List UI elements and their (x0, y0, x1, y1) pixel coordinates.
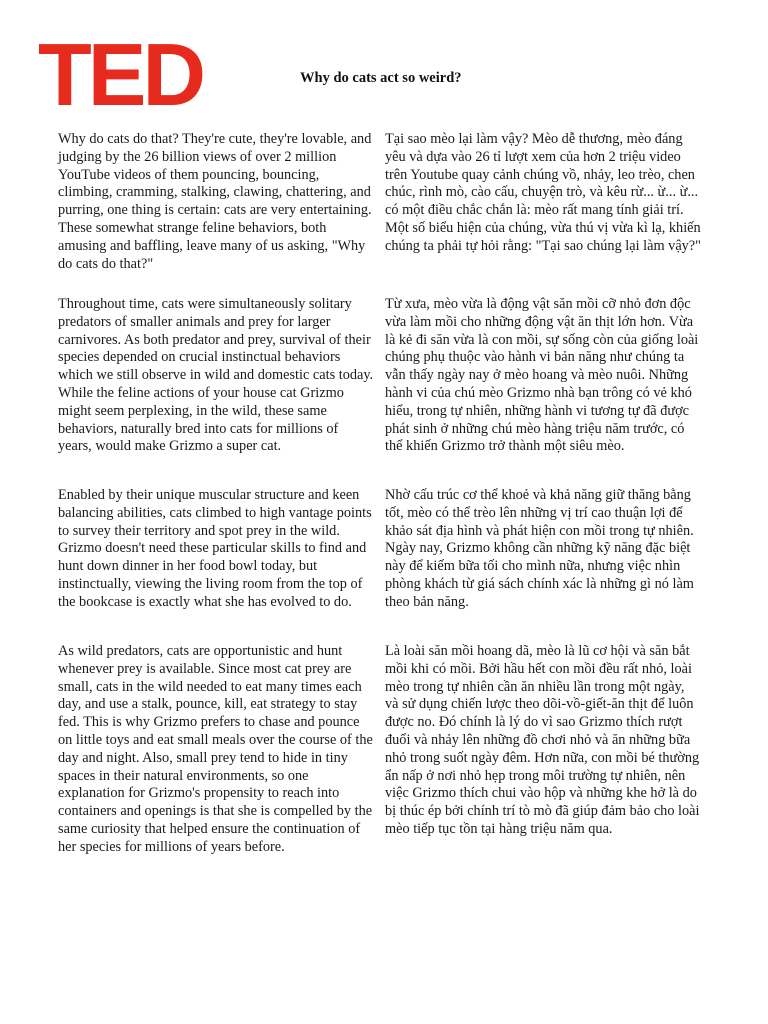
paragraph-english-1: Why do cats do that? They're cute, they're lovable, and judging by the 26 billion views of over 2 million YouTube videos of them pouncing, bouncing, climbing, cramming, stalking, clawing, chattering, and purring, one thing is certain: cats are very entertaining. These somewhat strange feline behaviors, both amusing and baffling, leave many of us asking, "Why do cats do that?" (58, 131, 372, 272)
ted-logo: TED (38, 42, 202, 108)
paragraph-english-2: Throughout time, cats were simultaneously solitary predators of smaller animals and prey for larger carnivores. As both predator and prey, survival of their species depended on crucial instinctual behaviors which we still observe in wild and domestic cats today. While the feline actions of your house cat Grizmo might seem perplexing, in the wild, these same behaviors, naturally bred into cats for millions of years, would make Grizmo a super cat. (58, 296, 374, 455)
paragraph-vietnamese-3: Nhờ cấu trúc cơ thể khoẻ và khả năng giữ thăng bằng tốt, mèo có thể trèo lên những vị trí cao thuận lợi để khảo sát địa hình và phát hiện con mồi trong tự nhiên. Ngày nay, Grizmo không cần những kỹ năng đặc biệt này để kiếm bữa tối cho mình nữa, nhưng việc nhìn phòng khách từ giá sách chính xác là những gì nó làm theo bản năng. (385, 487, 694, 610)
paragraph-english-3: Enabled by their unique muscular structure and keen balancing abilities, cats climbed to high vantage points to survey their territory and spot prey in the wild. Grizmo doesn't need these particular skills to find and hunt down dinner in her food bowl today, but instinctually, viewing the living room from the top of the bookcase is exactly what she has evolved to do. (58, 487, 372, 610)
paragraph-vietnamese-1: Tại sao mèo lại làm vậy? Mèo dễ thương, mèo đáng yêu và dựa vào 26 tỉ lượt xem của hơn 2 triệu video trên Youtube quay cảnh chúng vồ, nhảy, leo trèo, chen chúc, rình mò, cào cấu, chuyện trò, và kêu rừ... ừ... ừ... có một điều chắc chắn là: mèo rất mang tính giải trí. Một số biểu hiện của chúng, vừa thú vị vừa kì lạ, khiến chúng ta phải tự hỏi rằng: "Tại sao chúng lại làm vậy?" (385, 131, 701, 254)
paragraph-vietnamese-2: Từ xưa, mèo vừa là động vật săn mồi cỡ nhỏ đơn độc vừa làm mồi cho những động vật ăn thịt lớn hơn. Vừa là kẻ đi săn vừa là con mồi, sự sống còn của giống loài chúng phụ thuộc vào hành vi bản năng như chúng ta vẫn thấy ngày nay ở mèo hoang và mèo nuôi. Những hành vi của chú mèo Grizmo nhà bạn trông có vẻ khó hiểu, trong tự nhiên, những hành vi tương tự đã được phát sinh ở những chú mèo hàng triệu năm trước, có thể khiến Grizmo trở thành một siêu mèo. (385, 296, 699, 455)
paragraph-vietnamese-4: Là loài săn mồi hoang dã, mèo là lũ cơ hội và săn bắt mồi khi có mồi. Bởi hầu hết con mồi đều rất nhỏ, loài mèo trong tự nhiên cần ăn nhiều lần trong một ngày, và sử dụng chiến lược theo dõi-vồ-giết-ăn thịt để luôn được no. Đó chính là lý do vì sao Grizmo thích rượt đuổi và nhảy lên những đồ chơi nhỏ và ăn những bữa nhỏ trong suốt ngày đêm. Hơn nữa, con mồi bé thường ẩn nấp ở nơi nhỏ hẹp trong môi trường tự nhiên, nên việc Grizmo thích chui vào hộp và những khe hở là do bị thúc ép bởi chính trí tò mò đã giúp đảm bảo cho loài mèo tiếp tục tồn tại hàng triệu năm qua. (385, 643, 700, 837)
paragraph-english-4: As wild predators, cats are opportunistic and hunt whenever prey is available. Since most cat prey are small, cats in the wild needed to eat many times each day, and use a stalk, pounce, kill, eat strategy to stay fed. This is why Grizmo prefers to chase and pounce on little toys and eat small meals over the course of the day and night. Also, small prey tend to hide in tiny spaces in their natural environments, so one explanation for Grizmo's propensity to reach into containers and openings is that she is compelled by the same curiosity that helped ensure the continuation of her species for millions of years before. (58, 643, 373, 855)
page-title: Why do cats act so weird? (300, 70, 462, 86)
